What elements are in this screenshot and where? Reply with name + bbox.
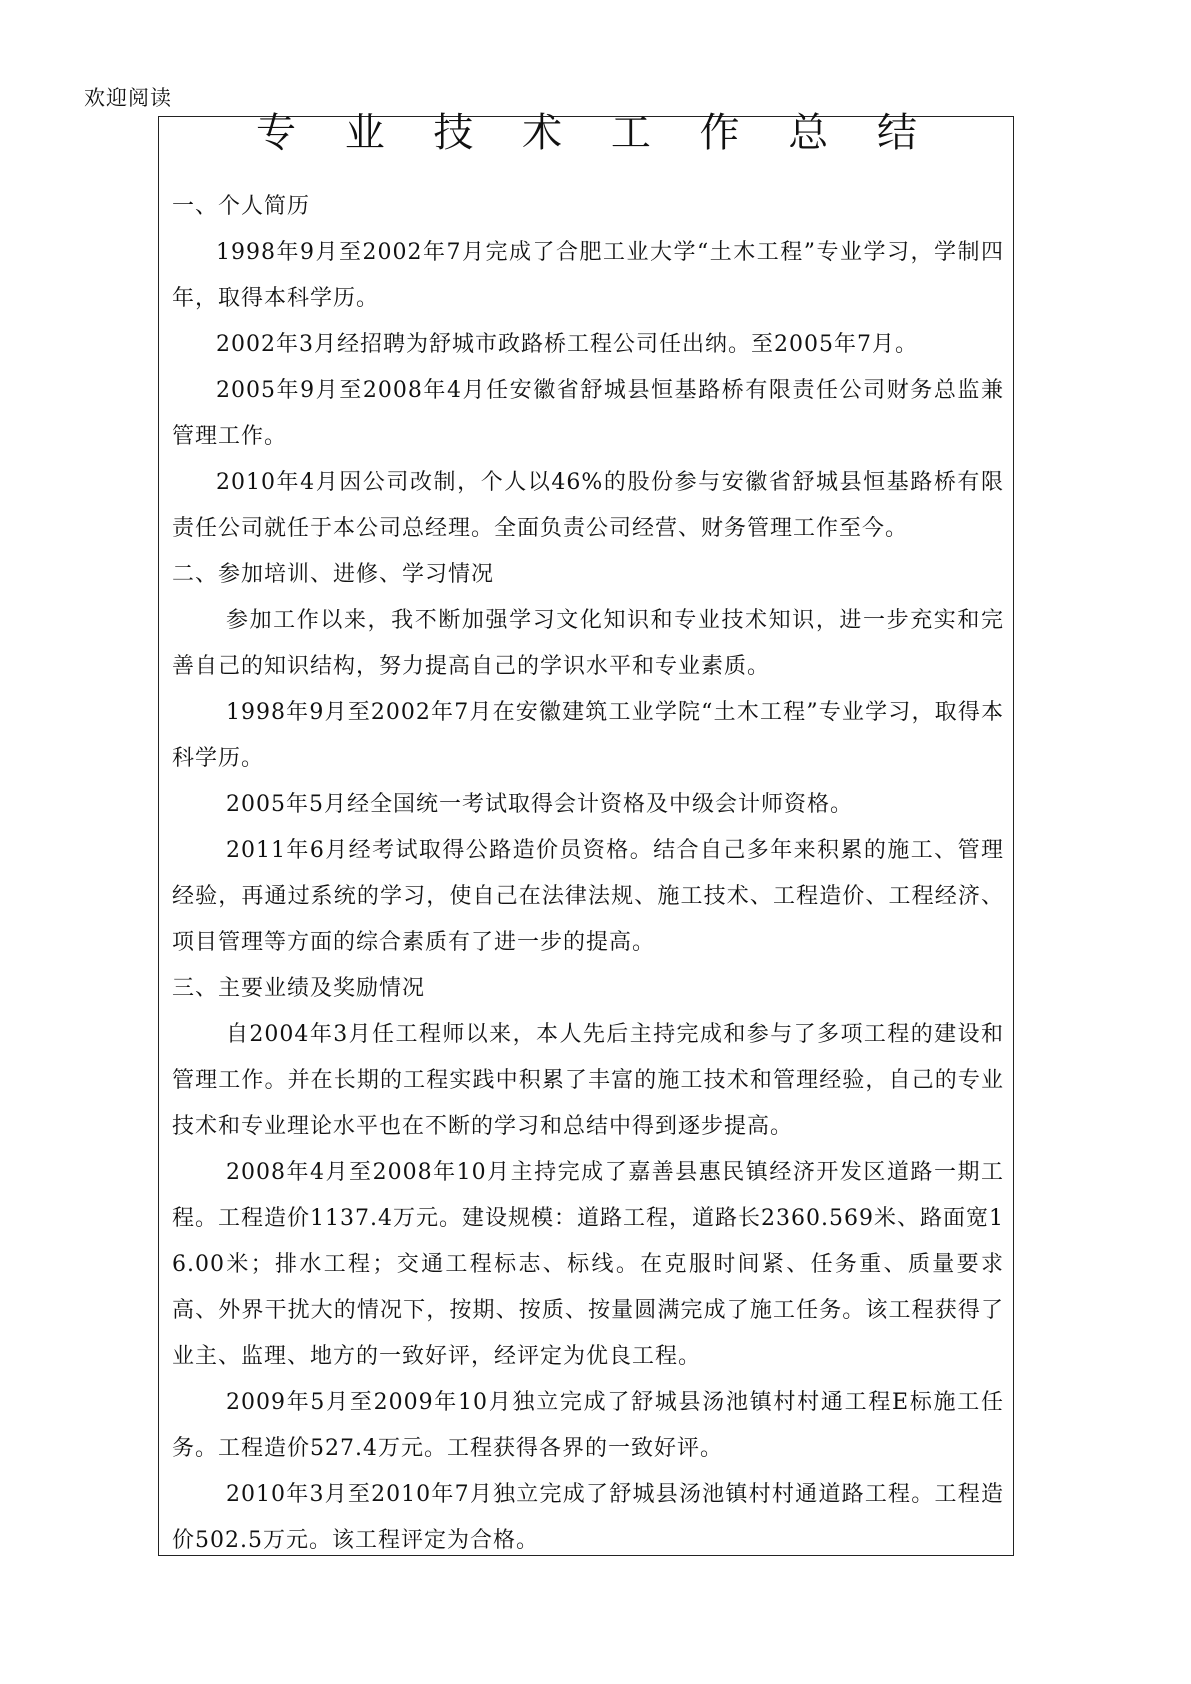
training-paragraph-4: 2011年6月经考试取得公路造价员资格。结合自己多年来积累的施工、管理经验，再通过系统的学习，使自己在法律法规、施工技术、工程造价、工程经济、项目管理等方面的综合素质有了进一步的提高。 (172, 838, 1004, 955)
document-body (172, 184, 1004, 1564)
training-paragraph-3: 2005年5月经全国统一考试取得会计资格及中级会计师资格。 (226, 792, 853, 817)
page-header-note: 欢迎阅读 (84, 86, 172, 110)
section-heading-resume: 一、个人简历 (172, 194, 311, 219)
resume-paragraph-4: 2010年4月因公司改制，个人以46%的股份参与安徽省舒城县恒基路桥有限责任公司就任于本公司总经理。全面负责公司经营、财务管理工作至今。 (172, 470, 1004, 541)
training-paragraph-2: 1998年9月至2002年7月在安徽建筑工业学院“土木工程”专业学习，取得本科学历。 (172, 700, 1004, 771)
training-paragraph-1: 参加工作以来，我不断加强学习文化知识和专业技术知识，进一步充实和完善自己的知识结构，努力提高自己的学识水平和专业素质。 (172, 608, 1004, 679)
resume-paragraph-3: 2005年9月至2008年4月任安徽省舒城县恒基路桥有限责任公司财务总监兼管理工作。 (172, 378, 1004, 449)
document-title: 专 业 技 术 工 作 总 结 (255, 110, 935, 156)
achievements-paragraph-2: 2008年4月至2008年10月主持完成了嘉善县惠民镇经济开发区道路一期工程。工程造价1137.4万元。建设规模：道路工程，道路长2360.569米、路面宽16.00米；排水工程；交通工程标志、标线。在克服时间紧、任务重、质量要求高、外界干扰大的情况下，按期、按质、按量圆满完成了施工任务。该工程获得了业主、监理、地方的一致好评，经评定为优良工程。 (172, 1160, 1004, 1369)
achievements-paragraph-4: 2010年3月至2010年7月独立完成了舒城县汤池镇村村通道路工程。工程造价502.5万元。该工程评定为合格。 (172, 1482, 1004, 1553)
achievements-paragraph-1: 自2004年3月任工程师以来，本人先后主持完成和参与了多项工程的建设和管理工作。并在长期的工程实践中积累了丰富的施工技术和管理经验，自己的专业技术和专业理论水平也在不断的学习和总结中得到逐步提高。 (172, 1022, 1004, 1139)
resume-paragraph-1: 1998年9月至2002年7月完成了合肥工业大学“土木工程”专业学习，学制四年，取得本科学历。 (172, 240, 1004, 311)
section-heading-achievements: 三、主要业绩及奖励情况 (172, 976, 426, 1001)
achievements-paragraph-3: 2009年5月至2009年10月独立完成了舒城县汤池镇村村通工程E标施工任务。工程造价527.4万元。工程获得各界的一致好评。 (172, 1390, 1004, 1461)
resume-paragraph-2: 2002年3月经招聘为舒城市政路桥工程公司任出纳。至2005年7月。 (216, 332, 918, 357)
section-heading-training: 二、参加培训、进修、学习情况 (172, 562, 495, 587)
